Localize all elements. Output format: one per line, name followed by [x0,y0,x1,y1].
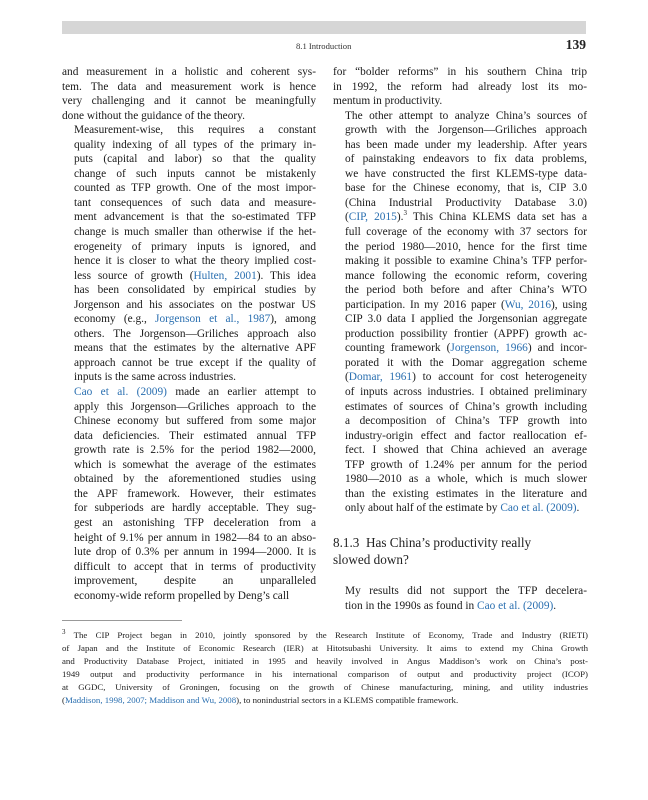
text-line: base for the Chinese economy, that is, CIP 3.0 [345,182,587,195]
text-line: approach cannot be true except if the quality of [74,356,316,369]
text-line: we have constructed the first KLEMS-type data- [345,167,587,180]
text-line: growth rate is 2.5% for the period 1982—2000, [74,444,316,457]
right-column-body [333,65,587,516]
right-column-after-heading [333,584,587,613]
text-line: apply this Jorgenson—Griliches approach to the [74,400,316,413]
text-line: counting framework (Jorgenson, 1966) and incor- [345,342,587,355]
footnote-line: at GGDC, University of Groningen, focusing on the growth of Chinese manufacturing, mining, and utility industries [62,682,588,693]
text-line: data deficiencies. Their estimated annual TFP [74,429,316,442]
text-line: Cao et al. (2009) made an earlier attempt to [74,386,316,399]
text-line: only about half of the estimate by Cao et al. (2009). [345,502,580,515]
text-line: economy-wide reform propelled by Deng’s call [74,589,290,602]
text-line: Chinese economy but suffered from some major [74,415,316,428]
text-line: tant consequences of such data and measure- [74,196,316,209]
paragraph [62,385,316,603]
text-line: the APF framework. However, their estimates [74,487,316,500]
text-line: counted as TFP growth. One of the most impor- [74,182,316,195]
citation-link[interactable]: Cao et al. (2009) [74,386,167,399]
text-line: making it possible to examine China’s TFP perfor- [345,255,587,268]
text-line: and measurement in a holistic and coherent sys- [62,66,316,78]
text-line: CIP 3.0 data I applied the Jorgensonian aggregate [345,313,587,326]
footnote-line: and Productivity Database Project, initiated in 1995 and heavily involved in Angus Maddison’s work on China’s post- [62,656,588,667]
section-heading [333,534,587,568]
text-line: mentum in productivity. [333,95,443,108]
text-line: which is somewhat the average of the estimates [74,458,316,471]
text-line: change is much smaller than otherwise if the het- [74,226,316,239]
text-line: ment advancement is that the so-estimated TFP [74,211,316,224]
text-line: (CIP, 2015).$^3$ This China KLEMS data set has a [345,209,587,224]
citation-link[interactable]: Cao et al. (2009) [477,599,554,612]
footnote-body [62,629,588,708]
text-line: 1980—2010 as a whole, which is much slower [345,473,587,486]
citation-link[interactable]: Jorgenson, 1966 [450,342,528,355]
text-line: in 1992, the reform had already lost its mo- [333,80,587,93]
citation-link[interactable]: Maddison, 1998, 2007; Maddison and Wu, 2008 [64,695,237,706]
text-line: a decomposition of China’s TFP growth into [345,415,587,428]
section-title-line1: Has China’s productivity really [365,534,532,550]
text-line: difficult to accept that in terms of productivity [74,560,316,573]
footnote-line: of Japan and the Institute of Economic Research (IER) at Hitotsubashi University. It aims to extend my China Growth [62,643,588,654]
text-line: hence it is closer to what the theory implied cost- [74,255,316,268]
text-line: My results did not support the TFP decelera- [345,584,587,597]
text-line: of painstaking endeavors to fix data problems, [345,153,587,166]
text-line: the period 1980—2010, hence for the first time [345,240,587,253]
text-line: porated it with the Domar aggregation scheme [345,356,587,369]
text-line: mance following the economic reform, covering [345,269,587,282]
text-line: than the existing estimates in the literature and [345,487,587,500]
left-column [62,65,316,603]
text-line: gest an astonishing TFP deceleration from a [74,516,316,529]
citation-link[interactable]: CIP, 2015 [348,211,397,224]
text-line: fect. I showed that China achieved an average [345,444,587,457]
text-line: very challenging and it cannot be meaningfully [62,95,316,108]
text-line: lute drop of 0.3% per annum in 1994—2000. It is [74,546,316,559]
text-line: (Domar, 1961) to account for cost heterogeneity [345,371,587,384]
text-line: the period both before and after China’s WTO [345,284,587,297]
section-title-line2: slowed down? [333,551,409,567]
paragraph [62,65,316,123]
citation-link[interactable]: Jorgenson et al., 1987 [155,313,271,326]
text-line: has been consolidated by empirical studies by [74,284,316,297]
citation-link[interactable]: Domar, 1961 [348,371,413,384]
text-line: economy (e.g., Jorgenson et al., 1987), among [74,313,317,326]
text-line: change of such inputs cannot be mistakenly [74,167,316,180]
text-line: has been made under my leadership. After years [345,138,587,151]
text-line: (China Industrial Productivity Database 3.0) [345,196,587,209]
citation-link[interactable]: Hulten, 2001 [193,269,257,282]
text-line: others. The Jorgenson—Griliches approach also [74,327,316,340]
text-line: of inputs across industries. I obtained preliminary [345,386,587,399]
right-column [333,65,587,613]
paragraph [62,123,316,385]
footnote-line: $^3$ The CIP Project began in 2010, jointly sponsored by the Research Institute of Economy, Trade and Industry (RIETI) [62,628,588,640]
text-line: inputs is the same across industries. [74,371,236,384]
paragraph [333,65,587,109]
header-bar [62,21,586,34]
text-line: done without the guidance of the theory. [62,109,245,122]
text-line: obtained by the aforementioned studies using [74,473,316,486]
footnote [62,629,588,708]
text-line: estimates of sources of China’s growth including [345,400,587,413]
running-head [62,38,586,56]
text-line: less source of growth (Hulten, 2001). This idea [74,269,316,282]
text-line: production possibility frontier (APPF) growth ac- [345,327,587,340]
text-line: tion in the 1990s as found in Cao et al. (2009). [345,599,557,612]
paragraph [333,109,587,516]
text-line: TFP growth of 1.24% per annum for the period [345,458,587,471]
page-number: 139 [565,37,586,52]
section-number: 8.1.3 [333,534,360,550]
text-line: Jorgenson and his associates on the postwar US [74,298,316,311]
text-line: Measurement-wise, this requires a constant [74,124,316,137]
text-line: quality indexing of all types of the primary in- [74,138,316,151]
text-line: for subperiods are hardly acceptable. They sug- [74,502,316,515]
text-line: industry-origin effect and factor reallocation ef- [345,429,587,442]
text-line: for “bolder reforms” in his southern China trip [333,66,587,78]
text-line: erogeneity of primary inputs is ignored, and [74,240,316,253]
text-line: full coverage of the economy with 37 sectors for [345,226,587,239]
footnote-rule [62,620,182,621]
text-line: The other attempt to analyze China’s sources of [345,109,587,122]
paragraph [333,584,587,613]
text-line: improvement, despite an unparalleled [74,575,316,588]
text-line: growth with the Jorgenson—Griliches approach [345,124,587,137]
text-line: puts (capital and labor) so that the quality [74,153,316,166]
citation-link[interactable]: Wu, 2016 [504,298,551,311]
footnote-marker: 3 [403,209,407,218]
text-line: tem. The data and measurement work is hence [62,80,316,93]
footnote-line: (Maddison, 1998, 2007; Maddison and Wu, 2008), to nonindustrial sectors in a KLEMS compatible framework. [62,695,459,706]
footnote-number: 3 [62,628,66,637]
text-line: means that the estimates by the alternative APF [74,342,316,355]
section-running-title: 8.1 Introduction [296,41,352,51]
text-line: participation. In my 2016 paper (Wu, 2016), using [345,298,587,311]
citation-link[interactable]: Cao et al. (2009) [500,502,577,515]
footnote-line: 1949 output and productivity performance in his international comparison of output and productivity project (ICOP) [62,669,588,680]
text-line: height of 9.1% per annum in 1982—84 to an abso- [74,531,316,544]
